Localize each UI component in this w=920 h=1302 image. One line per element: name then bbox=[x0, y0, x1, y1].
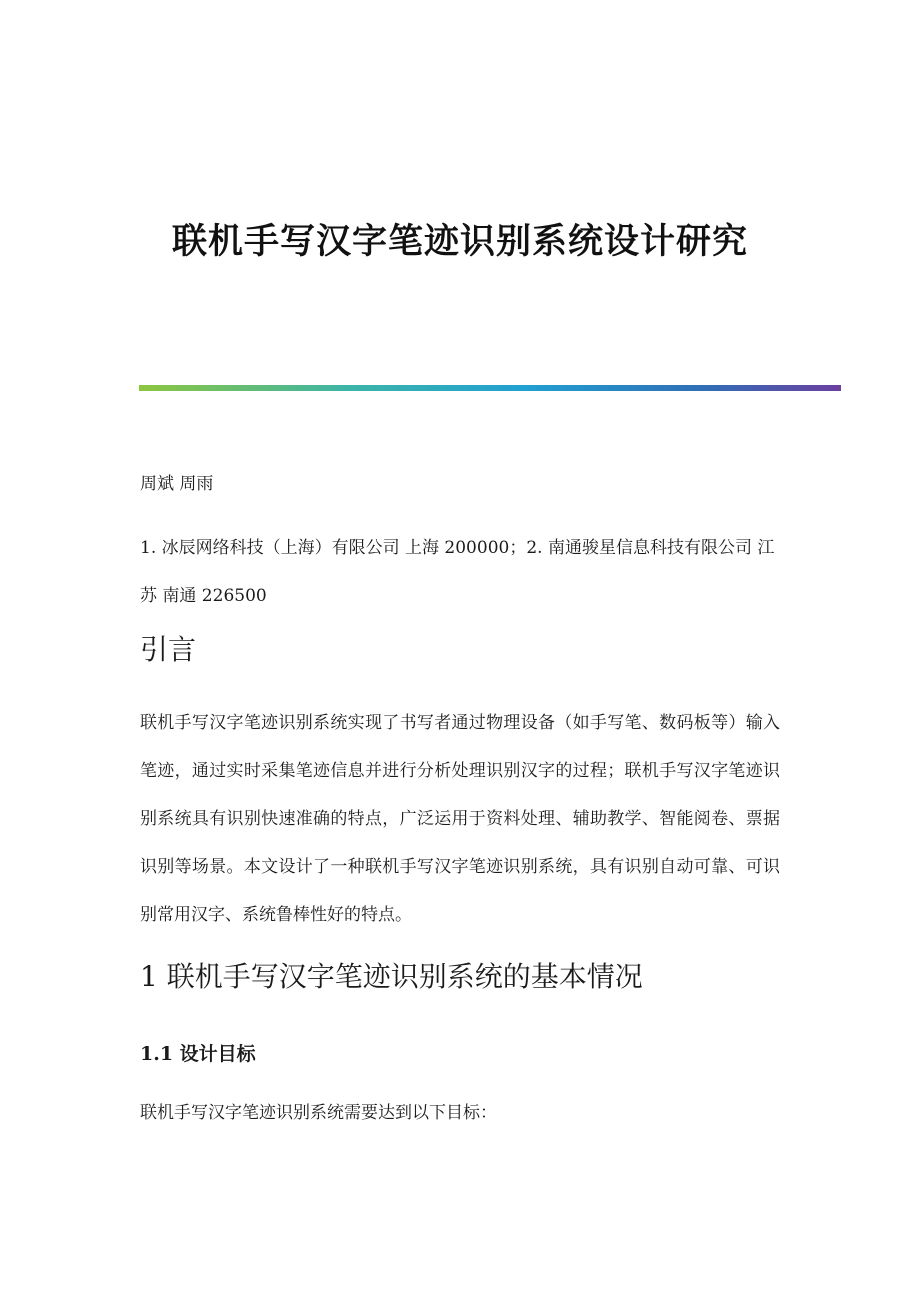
section-heading: 1 联机手写汉字笔迹识别系统的基本情况 bbox=[140, 960, 643, 993]
paper-title: 联机手写汉字笔迹识别系统设计研究 bbox=[171, 221, 748, 262]
subsection-paragraph: 联机手写汉字笔迹识别系统需要达到以下目标： bbox=[140, 1103, 497, 1123]
title-divider bbox=[139, 385, 841, 391]
intro-heading: 引言 bbox=[140, 633, 197, 666]
author-line: 周斌 周雨 bbox=[140, 474, 214, 494]
affiliation-line: 1. 冰辰网络科技（上海）有限公司 上海 200000；2. 南通骏星信息科技有限公司 江苏 南通 226500 bbox=[140, 538, 775, 606]
intro-paragraph: 联机手写汉字笔迹识别系统实现了书写者通过物理设备（如手写笔、数码板等）输入笔迹，通过实时采集笔迹信息并进行分析处理识别汉字的过程；联机手写汉字笔迹识别系统具有识别快速准确的特点，广泛运用于资料处理、辅助教学、智能阅卷、票据识别等场景。本文设计了一种联机手写汉字笔迹识别系统，具有识别自动可靠、可识别常用汉字、系统鲁棒性好的特点。 bbox=[140, 713, 780, 925]
subsection-heading: 1.1 设计目标 bbox=[140, 1043, 256, 1065]
